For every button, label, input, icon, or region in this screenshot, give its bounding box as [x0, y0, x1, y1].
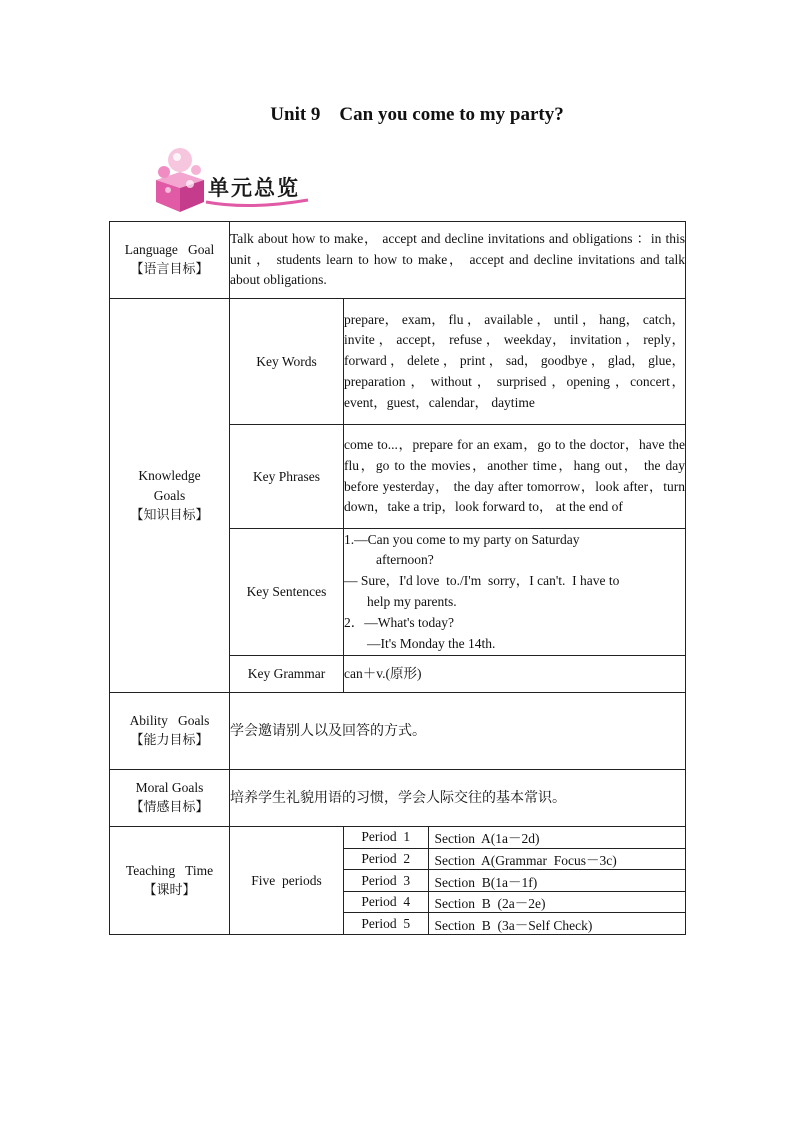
period-number: Period 1: [344, 827, 428, 848]
unit-overview-table: [109, 221, 686, 935]
sentence-line: afternoon?: [376, 552, 434, 568]
language-goal-label: [110, 222, 230, 299]
period-section: Section A(1a－2d): [428, 827, 685, 848]
label-en-2: Goals: [153, 487, 186, 503]
label-en: Moral Goals: [135, 780, 204, 795]
period-row: [344, 891, 685, 913]
ability-goals-content: 学会邀请别人以及回答的方式。: [230, 693, 686, 770]
period-section: Section B (2a－2e): [428, 891, 685, 913]
period-section: Section B (3a－Self Check): [434, 917, 593, 933]
sentence-line: — Sure，I'd love to./I'm sorry，I can't. I have to: [344, 573, 620, 589]
key-phrases-label: Key Phrases: [230, 425, 344, 529]
key-grammar-label: Key Grammar: [230, 656, 344, 693]
period-row: [344, 913, 685, 934]
label-en: Knowledge: [138, 467, 201, 483]
label-zh: 【能力目标】: [130, 733, 209, 748]
knowledge-goals-label: [110, 299, 230, 693]
label-zh: 【语言目标】: [130, 262, 209, 277]
periods-table: [344, 827, 685, 934]
language-goal-row: [110, 222, 686, 299]
key-grammar-content: can＋v.(原形): [344, 656, 686, 693]
label-zh: 【情感目标】: [130, 800, 209, 815]
key-sentences-content: [344, 529, 686, 656]
label-en: Language Goal: [124, 242, 215, 257]
period-section: Section A(Grammar Focus－3c): [428, 848, 685, 870]
ability-goals-label: [110, 693, 230, 770]
label-zh: 【知识目标】: [130, 507, 209, 523]
period-row: [344, 870, 685, 892]
sentence-line: help my parents.: [367, 594, 457, 609]
key-phrases-content: come to...，prepare for an exam，go to the doctor，have the flu，go to the movies，another time，hang out， the day before yesterday， the day after tomorrow，look after，turn down，take a trip，look forward to， at the end of: [344, 425, 686, 529]
period-number: Period 4: [344, 891, 428, 913]
period-number: Period 2: [344, 848, 428, 870]
sentence-line: —It's Monday the 14th.: [367, 635, 496, 651]
teaching-time-row: [110, 827, 686, 935]
sentence-line: 1.—Can you come to my party on Saturday: [344, 531, 580, 547]
period-number: Period 5: [344, 913, 428, 934]
language-goal-content: Talk about how to make， accept and decline invitations and obligations ：in this unit ， students learn to how to make， accept and decline invitations and talk about obligations.: [230, 222, 686, 299]
moral-goals-label: [110, 770, 230, 827]
key-words-label: Key Words: [230, 299, 344, 425]
banner-label: 单元总览: [208, 176, 300, 200]
label-en: Teaching Time: [125, 862, 214, 878]
label-zh: 【课时】: [143, 882, 196, 898]
period-number: Period 3: [344, 870, 428, 892]
period-row: [344, 827, 685, 848]
teaching-time-summary: Five periods: [230, 827, 344, 935]
unit-overview-banner: [150, 144, 320, 214]
moral-goals-row: [110, 770, 686, 827]
moral-goals-content: 培养学生礼貌用语的习惯，学会人际交往的基本常识。: [230, 770, 686, 827]
teaching-time-label: [110, 827, 230, 935]
periods-cell: [344, 827, 686, 935]
label-en: Ability Goals: [129, 713, 210, 728]
key-words-content: prepare， exam， flu ， available ， until ， hang， catch， invite ， accept， refuse ， weekday， invitation ， reply， forward ， delete ， print ， sad， goodbye ， glad， glue， preparation ， without ， surprised ，opening ，concert，event，guest，calendar， daytime: [344, 299, 686, 425]
period-row: [344, 848, 685, 870]
period-section: Section B(1a－1f): [428, 870, 685, 892]
ability-goals-row: [110, 693, 686, 770]
page-title: Unit 9 Can you come to my party?: [270, 104, 564, 125]
key-sentences-label: Key Sentences: [230, 529, 344, 656]
key-words-row: [110, 299, 686, 425]
sentence-line: 2．—What's today?: [344, 614, 455, 630]
